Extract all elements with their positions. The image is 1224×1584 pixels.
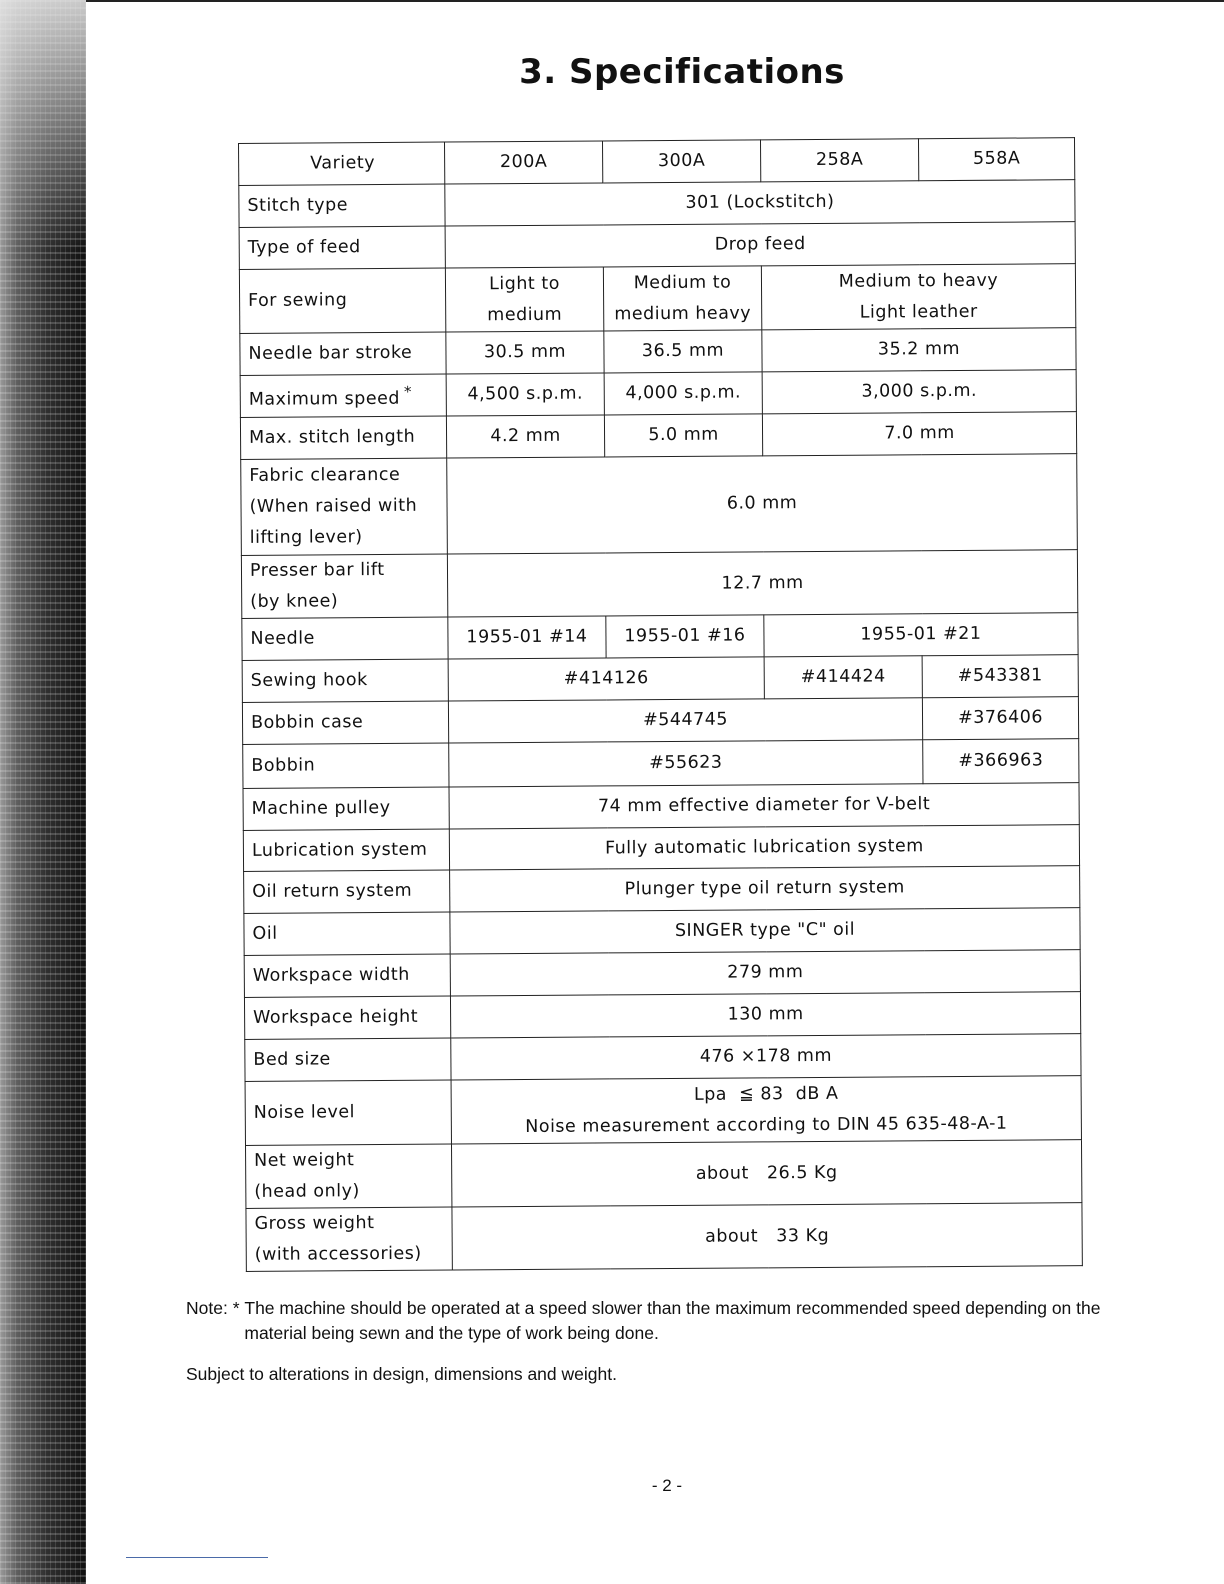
- for-sewing-258a-558a-line-2: Light leather: [859, 301, 978, 323]
- maximum-speed-258a-558a: 3,000 s.p.m.: [762, 370, 1076, 414]
- net-weight-label-line-2: (head only): [254, 1181, 360, 1202]
- for-sewing-300a-line-2: medium heavy: [614, 302, 752, 324]
- oil-label: Oil: [244, 912, 450, 955]
- gross-weight-label-line-2: (with accessories): [254, 1243, 422, 1265]
- needle-label: Needle: [242, 617, 448, 660]
- table-row-bobbin-case: [242, 697, 1078, 745]
- table-row-noise-level: [245, 1076, 1081, 1146]
- bobbin-case-200a-258a: #544745: [448, 698, 922, 743]
- oil-return-system-value: Plunger type oil return system: [450, 866, 1080, 912]
- noise-level-line-1: Lpa ≦ 83 dB A: [693, 1083, 839, 1105]
- footnote: [186, 1296, 1176, 1346]
- needle-bar-stroke-258a-558a: 35.2 mm: [762, 328, 1076, 372]
- machine-pulley-value: 74 mm effective diameter for V-belt: [449, 783, 1079, 829]
- needle-bar-stroke-label: Needle bar stroke: [240, 332, 446, 375]
- noise-level-label: Noise level: [245, 1080, 451, 1145]
- type-of-feed-label: Type of feed: [239, 226, 445, 269]
- bed-size-value: 476 ×178 mm: [451, 1034, 1081, 1080]
- table-row-fabric-clearance: [241, 454, 1078, 556]
- model-200a: 200A: [444, 141, 602, 184]
- sewing-hook-558a: #543381: [922, 655, 1078, 698]
- gross-weight-value: about 33 Kg: [452, 1203, 1082, 1270]
- oil-value: SINGER type "C" oil: [450, 908, 1080, 954]
- table-row-needle: [242, 613, 1078, 661]
- max-stitch-length-label: Max. stitch length: [240, 416, 446, 459]
- max-stitch-length-258a-558a: 7.0 mm: [762, 412, 1076, 456]
- lubrication-system-value: Fully automatic lubrication system: [449, 825, 1079, 870]
- needle-258a-558a: 1955-01 #21: [764, 613, 1078, 657]
- table-row-needle-bar-stroke: [240, 328, 1076, 376]
- bobbin-case-558a: #376406: [922, 697, 1078, 740]
- table-row-type-of-feed: [239, 222, 1075, 270]
- maximum-speed-200a: 4,500 s.p.m.: [446, 373, 604, 416]
- model-300a: 300A: [602, 140, 760, 183]
- noise-level-value: [451, 1076, 1081, 1144]
- specifications-table: [238, 137, 1083, 1272]
- for-sewing-label: For sewing: [239, 268, 445, 333]
- footnote-prefix: Note: *: [186, 1298, 240, 1318]
- stitch-type-label: Stitch type: [239, 184, 445, 227]
- table-row-net-weight: [245, 1140, 1081, 1209]
- needle-bar-stroke-300a: 36.5 mm: [604, 330, 762, 373]
- workspace-height-value: 130 mm: [450, 992, 1080, 1038]
- bed-size-label: Bed size: [245, 1038, 451, 1081]
- bobbin-case-label: Bobbin case: [242, 701, 448, 744]
- max-stitch-length-200a: 4.2 mm: [446, 415, 604, 458]
- workspace-height-label: Workspace height: [244, 996, 450, 1039]
- bobbin-200a-258a: #55623: [449, 740, 923, 787]
- model-558a: 558A: [918, 138, 1074, 181]
- sewing-hook-label: Sewing hook: [242, 659, 448, 702]
- fabric-clearance-label-line-1: Fabric clearance: [249, 464, 401, 486]
- lubrication-system-label: Lubrication system: [243, 829, 449, 871]
- bobbin-558a: #366963: [923, 739, 1079, 784]
- for-sewing-258a-558a-line-1: Medium to heavy: [838, 270, 999, 292]
- table-row-oil-return-system: [244, 866, 1080, 914]
- machine-pulley-label: Machine pulley: [243, 787, 449, 830]
- page-title: 3. Specifications: [519, 52, 845, 92]
- table-row-maximum-speed: [240, 370, 1076, 418]
- page-number: - 2 -: [651, 1476, 683, 1495]
- needle-200a: 1955-01 #14: [448, 616, 606, 659]
- oil-return-system-label: Oil return system: [244, 870, 450, 913]
- for-sewing-258a-558a: [761, 264, 1075, 330]
- net-weight-value: about 26.5 Kg: [451, 1140, 1081, 1207]
- fabric-clearance-label: [241, 458, 448, 555]
- top-rule: [86, 0, 1224, 2]
- asterisk-mark: *: [403, 382, 412, 401]
- stitch-type-value: 301 (Lockstitch): [445, 180, 1075, 226]
- table-row-stitch-type: [239, 180, 1075, 228]
- needle-bar-stroke-200a: 30.5 mm: [446, 331, 604, 374]
- model-258a: 258A: [760, 139, 918, 182]
- table-row-presser-bar-lift: [241, 550, 1077, 619]
- needle-300a: 1955-01 #16: [606, 615, 764, 658]
- table-row-workspace-height: [244, 992, 1080, 1040]
- for-sewing-200a-line-1: Light to: [489, 273, 560, 294]
- presser-bar-lift-label-line-2: (by knee): [250, 591, 339, 612]
- sewing-hook-200a-300a: #414126: [448, 657, 764, 701]
- variety-label: Variety: [239, 142, 445, 185]
- for-sewing-200a: [445, 267, 603, 332]
- gross-weight-label: [246, 1207, 452, 1271]
- table-row-bobbin: [243, 739, 1079, 789]
- table-row-max-stitch-length: [240, 412, 1076, 460]
- for-sewing-300a-line-1: Medium to: [633, 272, 732, 293]
- table-row-gross-weight: [246, 1203, 1082, 1272]
- fabric-clearance-value: 6.0 mm: [447, 454, 1078, 554]
- bottom-rule: [126, 1557, 268, 1558]
- workspace-width-value: 279 mm: [450, 950, 1080, 996]
- net-weight-label: [245, 1144, 451, 1208]
- presser-bar-lift-value: 12.7 mm: [447, 550, 1077, 617]
- scan-shadow-highlight: [0, 0, 86, 250]
- table-row-variety: [239, 138, 1075, 186]
- alterations-notice: Subject to alterations in design, dimensions and weight.: [186, 1364, 617, 1384]
- fabric-clearance-label-line-3: lifting lever): [249, 527, 363, 548]
- maximum-speed-label-cell: [240, 374, 446, 417]
- for-sewing-200a-line-2: medium: [487, 304, 563, 325]
- table-row-oil: [244, 908, 1080, 956]
- net-weight-label-line-1: Net weight: [254, 1150, 355, 1171]
- bobbin-label: Bobbin: [243, 743, 449, 788]
- table-row-lubrication-system: [243, 825, 1079, 872]
- presser-bar-lift-label: [241, 554, 447, 618]
- table-row-machine-pulley: [243, 783, 1079, 831]
- max-stitch-length-300a: 5.0 mm: [604, 414, 762, 457]
- for-sewing-300a: [603, 266, 761, 331]
- gross-weight-label-line-1: Gross weight: [254, 1213, 375, 1234]
- noise-level-line-2: Noise measurement according to DIN 45 635-48-A-1: [525, 1113, 1008, 1137]
- sewing-hook-258a: #414424: [764, 656, 922, 699]
- fabric-clearance-label-line-2: (When raised with: [249, 495, 418, 517]
- type-of-feed-value: Drop feed: [445, 222, 1075, 268]
- workspace-width-label: Workspace width: [244, 954, 450, 997]
- table-row-sewing-hook: [242, 655, 1078, 703]
- table-row-workspace-width: [244, 950, 1080, 998]
- table-row-for-sewing: [239, 264, 1075, 334]
- maximum-speed-label: Maximum speed: [248, 388, 401, 410]
- table-row-bed-size: [245, 1034, 1081, 1082]
- presser-bar-lift-label-line-1: Presser bar lift: [249, 559, 385, 581]
- footnote-text: The machine should be operated at a speed slower than the maximum recommended speed depending on the material being sewn and the type of work being done.: [244, 1298, 1101, 1343]
- maximum-speed-300a: 4,000 s.p.m.: [604, 372, 762, 415]
